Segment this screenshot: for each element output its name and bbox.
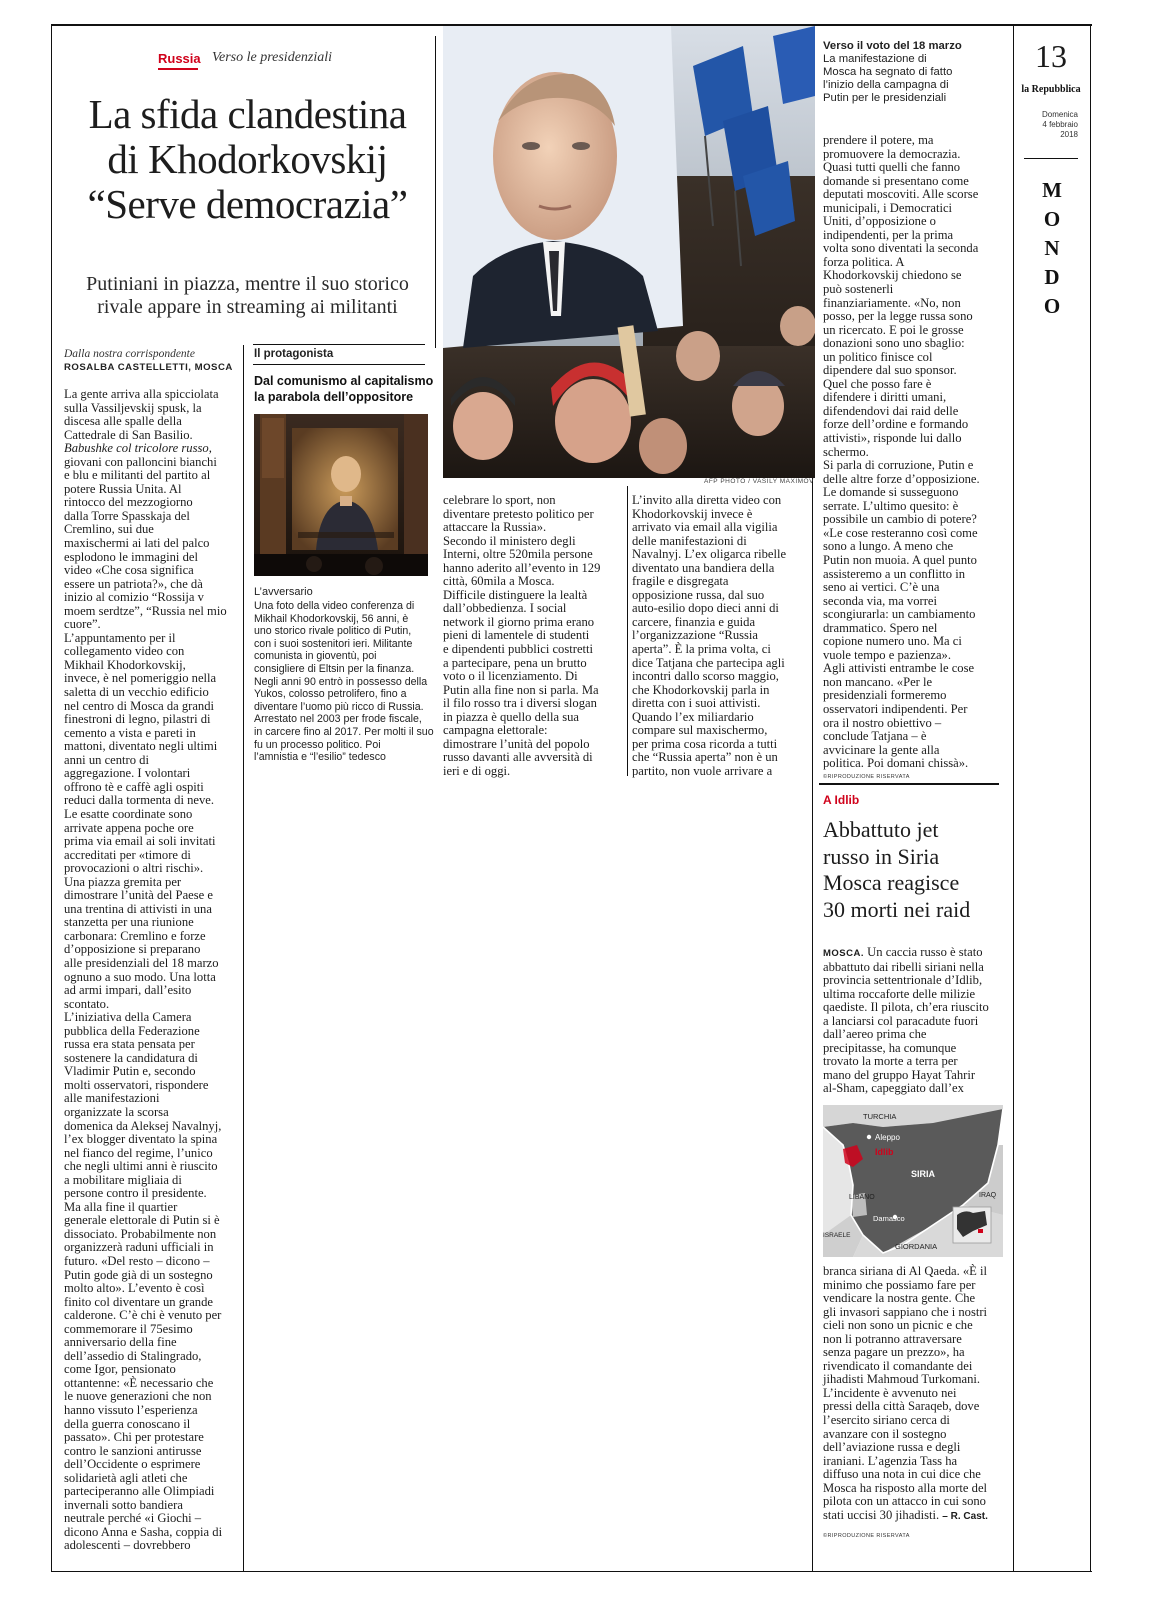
article-column-5: prendere il potere, ma promuovere la democrazia. Quasi tutti quelli che fanno domande si presentano come deputati moscoviti. Alle scorse municipali, i Democratici Uniti, d’opposizione o indipendenti, per la prima volta sono diventati la seconda forza politica. A Khodorkovskij chiedono se può sostenerli finanziariamente. «No, non posso, per la legge russa sono un ricercato. E poi le grosse donazioni sono uno sbaglio: un politico finisce col dipendere dal suo sponsor. Quel che posso fare è difendere i diritti umani, difendendovi dai raid delle forze dell’ordine e formando attivisti», risponde lui dallo schermo. Si parla di corruzione, Putin e delle altre forze d’opposizione. Le domande si susseguono serrate. L’ultimo quesito: è possibile un cambio di potere? «Le cose resteranno così come sono a lungo. A meno che Putin non muoia. A quel punto assisteremo a un conflitto in seno ai vertici. C’è una seconda via, ma vorrei scongiurarla: un cambiamento drammatico. Spero nel copione numero uno. Ma ci vuole tempo e pazienza». Agli attivisti entrambe le cose non mancano. «Per le presidenziali formeremo osservatori indipendenti. Per ora il nostro obiettivo – conclude Tatjana – è avvicinare la gente alla politica. Poi domani chissà». bbox=[823, 133, 980, 771]
sidebar-title: Dal comunismo al capitalismo la parabola dell’oppositore bbox=[254, 374, 434, 404]
section-name: M O N D O bbox=[1042, 178, 1062, 318]
map-label-aleppo: Aleppo bbox=[875, 1133, 900, 1142]
photo-caption: Verso il voto del 18 marzo La manifestazione di Mosca ha segnato di fatto l’inizio della campagna di Putin per le presidenziali bbox=[823, 40, 962, 104]
idlib-kicker: A Idlib bbox=[823, 793, 860, 807]
article-column-4: L’invito alla diretta video con Khodorkovskij invece è arrivato via email alla vigilia delle manifestazioni di Navalnyj. L’ex oligarca ribelle diventato una bandiera della fragile e disgregata opposizione russa, dal suo auto-esilio dopo dieci anni di carcere, finanzia e guida l’organizzazione “Russia aperta”. È la prima volta, ci dice Tatjana che partecipa agli incontri dallo scorso maggio, che Khodorkovskij parla in diretta con i suoi attivisti. Quando l’ex miliardario compare sul maxischermo, per prima cosa ricorda a tutti che “Russia aperta” non è un partito, non vuole arrivare a bbox=[632, 493, 787, 778]
rally-photo bbox=[443, 26, 815, 478]
map-label-iraq: IRAQ bbox=[979, 1192, 997, 1199]
main-subheadline bbox=[60, 273, 435, 319]
bottom-border bbox=[51, 1571, 1092, 1572]
byline-intro: Dalla nostra corrispondente bbox=[64, 348, 195, 360]
putin-rally-image bbox=[443, 26, 815, 478]
video-conference-image bbox=[254, 414, 428, 576]
khodorkovskij-photo bbox=[254, 414, 428, 576]
map-label-damasco: Damasco bbox=[873, 1214, 905, 1223]
idlib-top-rule bbox=[819, 783, 999, 785]
kicker-underline bbox=[158, 68, 198, 70]
photo-credit: AFP PHOTO / VASILY MAXIMOV bbox=[704, 478, 814, 485]
idlib-signature: – R. Cast. bbox=[942, 1510, 988, 1522]
column-divider-3 bbox=[627, 486, 628, 776]
article-column-3: celebrare lo sport, non diventare pretesto politico per attaccare la Russia». Secondo il ministero degli Interni, oltre 520mila persone hanno aderito all’evento in 129 città, 60mila a Mosca. Difficile distinguere la lealtà dall’obbedienza. I social network il giorno prima erano pieni di lamentele di studenti e dipendenti pubblici costretti a partecipare, pena un brutto voto o il licenziamento. Di Putin alla fine non si parla. Ma il filo rosso tra i diversi slogan in piazza è quello della sua campagna elettorale: dimostrare l’unità del popolo russo davanti alle avversità di ieri e di oggi. bbox=[443, 493, 601, 778]
rail-divider bbox=[1024, 158, 1078, 159]
map-label-libano: LIBANO bbox=[849, 1194, 875, 1201]
column-divider-2 bbox=[435, 36, 436, 348]
subhead-line-2: rivale appare in streaming ai militanti bbox=[97, 296, 398, 318]
subhead-line-1: Putiniani in piazza, mentre il suo storico bbox=[86, 273, 409, 295]
column-divider-1 bbox=[243, 345, 244, 1572]
idlib-text-bottom: branca siriana di Al Qaeda. «È il minimo che possiamo fare per vendicare la nostra gente. Che gli invasori sappiano che i nostri cieli non sono un picnic e che non li potranno attraversare senza pagare un prezzo», ha rivendicato il comandante dei jihadisti Mahmoud Turkomani. L’incidente è avvenuto nei pressi della città Saraqeb, dove l’esercito siriano cerca di avanzare con il sostegno dell’aviazione russa e degli iraniani. L’agenzia Tass ha diffuso una nota in cui dice che Mosca ha risposto alla morte del pilota con un attacco in cui sono stati uccisi 30 jihadisti. – R. Cast. bbox=[823, 1264, 988, 1522]
map-label-israele: ISRAELE bbox=[823, 1232, 851, 1239]
idlib-headline: Abbattuto jet russo in Siria Mosca reagisce 30 morti nei raid bbox=[823, 817, 971, 922]
masthead: la Repubblica bbox=[1021, 84, 1081, 95]
left-border bbox=[51, 24, 52, 1572]
map-label-siria: SIRIA bbox=[911, 1169, 936, 1179]
page-date: Domenica 4 febbraio 2018 bbox=[1041, 110, 1078, 139]
sidebar-label: Il protagonista bbox=[254, 348, 334, 360]
kicker-note: Verso le presidenziali bbox=[212, 50, 333, 65]
article-column-1: La gente arriva alla spicciolata sulla Vassiljevskij spusk, la discesa alle spalle della Cattedrale di San Basilio. Babushke col tricolore russo, giovani con palloncini bianchi e blu e militanti del partito al potere Russia Unita. Al rintocco del mezzogiorno dalla Torre Spasskaja del Cremlino, sui due maxischermi ai lati del palco esplodono le immagini del video «Che cosa significa essere un patriota?», che dà inizio al comizio “Rossija v moem serdtze”, “Russia nel mio cuore”. L’appuntamento per il collegamento video con Mikhail Khodorkovskij, invece, è nel pomeriggio nella saletta di un vecchio edificio nel centro di Mosca da grandi finestroni di legno, pilastri di cemento a vista e pareti in mattoni, diventato negli ultimi anni un centro di aggregazione. I volontari offrono tè e caffè agli ospiti reduci dalla tormenta di neve. Le esatte coordinate sono arrivate appena poche ore prima via email ai soli invitati accreditati per «timore di provocazioni o altri rischi». Una piazza gremita per dimostrare l’unità del Paese e una trentina di attivisti in una stanzetta per una riunione carbonara: Cremlino e forze d’opposizione si preparano alle presidenziali del 18 marzo ognuno a suo modo. Una lotta ad armi impari, dall’esito scontato. L’iniziativa della Camera pubblica della Federazione russa era stata pensata per sostenere la candidatura di Vladimir Putin e, secondo molti osservatori, rispondere alle manifestazioni organizzate la scorsa domenica da Aleksej Navalnyj, l’ex blogger diventato la spina nel fianco del regime, l’unico che negli ultimi anni è riuscito a mobilitare migliaia di persone contro il presidente. Ma alla fine il quartier generale elettorale di Putin si è dissociato. Probabilmente non organizzerà raduni ufficiali in futuro. «Del resto – dicono – Putin gode già di un sostegno molto alto». L’evento è così finito col diventare un grande calderone. C’è chi è venuto per commemorare il 75esimo anniversario della fine dell’assedio di Stalingrado, come Igor, pensionato ottantenne: «È necessario che le nuove generazioni che non hanno vissuto l’esperienza della guerra conoscano il passato». Chi per protestare contro le sanzioni antirusse dell’Occidente o esprimere solidarietà agli atleti che parteciperanno alle Olimpiadi invernali sotto bandiera neutrale perché «i Giochi – dicono Anna e Sasha, coppia di adolescenti – dovrebbero bbox=[64, 387, 227, 1553]
idlib-dateline: MOSCA. bbox=[823, 948, 864, 959]
sidebar-text: Una foto della video conferenza di Mikhail Khodorkovskij, 56 anni, è uno storico rivale politico di Putin, con i suoi sostenitori ieri. Militante comunista in gioventù, poi consigliere di Eltsin per la finanza. Negli anni 90 entrò in possesso della Yukos, colosso petrolifero, fino a diventare l’uomo più ricco di Russia. Arrestato nel 2003 per frode fiscale, in carcere fino al 2017. Per molti il suo fu un processo politico. Poi l’amnistia e “l’esilio” tedesco bbox=[254, 600, 434, 764]
sidebar-photo-label: L’avversario bbox=[254, 586, 313, 598]
syria-map bbox=[823, 1105, 1003, 1257]
sidebar-top-rule bbox=[253, 344, 425, 345]
headline-line-1: La sfida clandestina bbox=[88, 91, 407, 137]
right-border bbox=[1090, 24, 1091, 1572]
map-label-giordania: GIORDANIA bbox=[895, 1242, 938, 1251]
headline-line-3: “Serve democrazia” bbox=[87, 181, 408, 227]
kicker-topic: Russia bbox=[158, 51, 201, 66]
idlib-reproduction-notice: ©RIPRODUZIONE RISERVATA bbox=[823, 1533, 910, 1539]
main-headline bbox=[60, 92, 435, 227]
sidebar-label-rule bbox=[253, 364, 425, 365]
section-kicker bbox=[158, 51, 201, 66]
byline-name: ROSALBA CASTELLETTI, MOSCA bbox=[64, 362, 233, 373]
column-divider-5 bbox=[1013, 24, 1014, 1572]
map-label-idlib: Idlib bbox=[875, 1147, 894, 1157]
aleppo-marker bbox=[867, 1135, 871, 1139]
syria-map-graphic bbox=[823, 1105, 1003, 1257]
idlib-text-top: MOSCA. Un caccia russo è stato abbattuto dai ribelli siriani nella provincia settentrionale d’Idlib, ultima roccaforte delle milizie qaediste. Il pilota, ch’era riuscito a lanciarsi col paracadute fuori dall’aereo prima che precipitasse, ha comunque trovato la morte a terra per mano del gruppo Hayat Tahrir al-Sham, capeggiato dall’ex bbox=[823, 945, 989, 1096]
main-reproduction-notice: ©RIPRODUZIONE RISERVATA bbox=[823, 774, 910, 780]
page-number: 13 bbox=[1035, 38, 1067, 74]
headline-line-2: di Khodorkovskij bbox=[107, 136, 388, 182]
map-label-turchia: TURCHIA bbox=[863, 1112, 897, 1121]
